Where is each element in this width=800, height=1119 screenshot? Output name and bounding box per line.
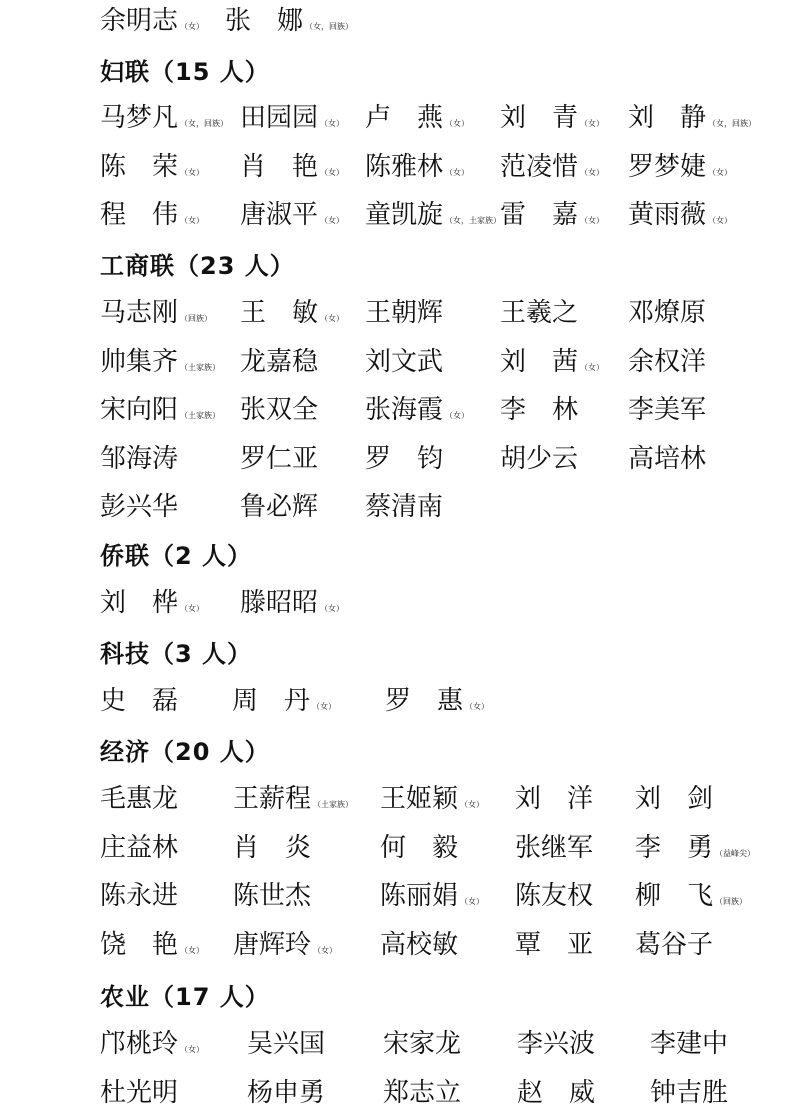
member-note: （回族） xyxy=(715,897,748,906)
member-name: 李 勇 xyxy=(635,832,714,863)
member-name: 陈雅林 xyxy=(365,151,444,182)
member-note: （女） xyxy=(180,216,205,225)
member-name: 邝桃玲 xyxy=(100,1029,179,1059)
member-name: 钟吉胜 xyxy=(650,1077,729,1108)
member-name: 郑志立 xyxy=(383,1077,462,1108)
member-entry xyxy=(517,1023,595,1060)
member-entry xyxy=(628,194,732,231)
section-heading: 科技（3 人） xyxy=(100,640,253,668)
member-entry xyxy=(247,1072,325,1109)
member-entry xyxy=(635,778,713,815)
member-name: 毛惠龙 xyxy=(100,784,179,814)
member-note: （女） xyxy=(580,216,605,225)
member-entry xyxy=(515,778,593,815)
section-heading: 妇联（15 人） xyxy=(100,58,270,86)
member-name: 肖 炎 xyxy=(233,832,312,863)
member-name: 雷 嘉 xyxy=(500,200,579,230)
member-entry xyxy=(385,680,489,717)
member-name: 吴兴国 xyxy=(247,1029,326,1059)
member-name: 刘 茜 xyxy=(500,346,579,377)
member-note: （女） xyxy=(708,216,733,225)
member-name: 陈丽娟 xyxy=(380,881,459,911)
member-name: 胡少云 xyxy=(500,443,579,474)
member-entry xyxy=(225,0,353,37)
member-name: 罗梦婕 xyxy=(628,151,707,182)
member-name: 肖 艳 xyxy=(240,151,319,182)
member-entry xyxy=(233,778,353,815)
member-entry xyxy=(365,292,443,329)
member-name: 邹海涛 xyxy=(100,443,179,474)
member-name: 刘文武 xyxy=(365,346,444,377)
member-name: 张双全 xyxy=(240,395,319,425)
member-note: （女） xyxy=(580,362,605,372)
section-heading: 侨联（2 人） xyxy=(100,542,253,570)
member-note: （益峰尖） xyxy=(715,848,756,858)
member-name: 高校敏 xyxy=(380,929,459,960)
member-name: 帅集齐 xyxy=(100,346,179,377)
member-entry xyxy=(240,582,344,619)
member-entry xyxy=(635,827,755,864)
member-entry xyxy=(100,778,178,815)
member-entry xyxy=(628,292,706,329)
member-entry xyxy=(500,292,578,329)
member-note: （女） xyxy=(180,604,205,613)
member-name: 李美军 xyxy=(628,395,707,425)
member-name: 黄雨薇 xyxy=(628,200,707,230)
member-name: 王 敏 xyxy=(240,298,319,328)
member-name: 范凌惜 xyxy=(500,151,579,182)
member-entry xyxy=(247,1023,325,1060)
member-name: 李兴波 xyxy=(517,1029,596,1059)
member-name: 王姬颖 xyxy=(380,784,459,814)
member-entry xyxy=(380,778,484,815)
member-name: 杨申勇 xyxy=(247,1077,326,1108)
member-entry xyxy=(515,827,593,864)
member-name: 赵 威 xyxy=(517,1077,596,1108)
member-name: 卢 燕 xyxy=(365,103,444,133)
member-name: 田园园 xyxy=(240,103,319,133)
member-name: 马志刚 xyxy=(100,298,179,328)
member-note: （女） xyxy=(320,167,345,177)
member-name: 邓燎原 xyxy=(628,298,707,328)
member-note: （女） xyxy=(180,22,205,31)
member-entry xyxy=(100,194,204,231)
member-note: （女） xyxy=(580,119,605,128)
member-name: 陈 荣 xyxy=(100,151,179,182)
member-entry xyxy=(365,438,443,475)
member-name: 王朝辉 xyxy=(365,298,444,328)
member-entry xyxy=(500,389,578,426)
member-note: （女） xyxy=(180,167,205,177)
member-entry xyxy=(500,146,604,183)
member-name: 杜光明 xyxy=(100,1077,179,1108)
member-name: 李建中 xyxy=(650,1029,729,1059)
member-entry xyxy=(240,341,318,378)
member-name: 唐淑平 xyxy=(240,200,319,230)
member-note: （女） xyxy=(460,897,485,906)
member-entry xyxy=(383,1023,461,1060)
member-entry xyxy=(100,486,178,523)
member-entry xyxy=(100,146,204,183)
member-entry xyxy=(100,582,204,619)
member-note: （女） xyxy=(445,119,470,128)
member-name: 罗 钧 xyxy=(365,443,444,474)
member-entry xyxy=(100,875,178,912)
member-name: 史 磊 xyxy=(100,686,179,716)
member-note: （女） xyxy=(460,800,485,809)
member-name: 蔡清南 xyxy=(365,492,444,522)
member-entry xyxy=(515,924,593,961)
member-name: 宋家龙 xyxy=(383,1029,462,1059)
member-note: （女） xyxy=(445,411,470,420)
member-note: （女） xyxy=(320,119,345,128)
member-name: 童凯旋 xyxy=(365,200,444,230)
member-name: 马梦凡 xyxy=(100,103,179,133)
member-note: （女） xyxy=(320,216,345,225)
member-entry xyxy=(100,389,220,426)
member-entry xyxy=(365,194,501,231)
section-heading: 农业（17 人） xyxy=(100,983,270,1011)
member-name: 宋向阳 xyxy=(100,395,179,425)
member-note: （女） xyxy=(313,945,338,955)
member-entry xyxy=(380,827,458,864)
member-note: （女，回族） xyxy=(180,119,229,128)
member-note: （女） xyxy=(180,945,205,955)
member-entry xyxy=(500,97,604,134)
member-name: 唐辉玲 xyxy=(233,929,312,960)
member-note: （女，土家族） xyxy=(445,216,502,225)
member-name: 张继军 xyxy=(515,832,594,863)
member-entry xyxy=(100,0,204,37)
member-entry xyxy=(100,438,178,475)
member-entry xyxy=(500,438,578,475)
member-name: 余明志 xyxy=(100,6,179,36)
member-name: 张海霞 xyxy=(365,395,444,425)
member-entry xyxy=(515,875,593,912)
member-name: 刘 剑 xyxy=(635,784,714,814)
member-entry xyxy=(232,680,336,717)
member-name: 陈世杰 xyxy=(233,881,312,911)
member-entry xyxy=(628,389,706,426)
member-entry xyxy=(100,341,220,378)
member-note: （女） xyxy=(180,1045,205,1054)
section-heading: 工商联（23 人） xyxy=(100,252,295,280)
member-entry xyxy=(628,97,756,134)
member-note: （女） xyxy=(465,702,490,711)
member-entry xyxy=(635,924,713,961)
member-note: （女） xyxy=(312,702,337,711)
member-name: 滕昭昭 xyxy=(240,588,319,618)
member-entry xyxy=(100,292,212,329)
member-entry xyxy=(233,924,337,961)
member-name: 何 毅 xyxy=(380,832,459,863)
member-name: 饶 艳 xyxy=(100,929,179,960)
member-name: 彭兴华 xyxy=(100,492,179,522)
member-entry xyxy=(240,97,344,134)
member-entry xyxy=(365,389,469,426)
member-name: 刘 静 xyxy=(628,103,707,133)
member-name: 程 伟 xyxy=(100,200,179,230)
member-entry xyxy=(240,292,344,329)
member-entry xyxy=(100,97,228,134)
member-note: （回族） xyxy=(180,314,213,323)
member-note: （女） xyxy=(708,167,733,177)
member-note: （女） xyxy=(445,167,470,177)
member-name: 陈友权 xyxy=(515,881,594,911)
member-name: 罗 惠 xyxy=(385,686,464,716)
member-name: 李 林 xyxy=(500,395,579,425)
member-name: 陈永进 xyxy=(100,881,179,911)
member-entry xyxy=(365,486,443,523)
member-note: （土家族） xyxy=(180,362,221,372)
member-entry xyxy=(365,97,469,134)
member-entry xyxy=(380,875,484,912)
member-entry xyxy=(233,827,311,864)
member-entry xyxy=(628,146,732,183)
member-entry xyxy=(240,438,318,475)
member-name: 高培林 xyxy=(628,443,707,474)
member-note: （土家族） xyxy=(313,800,354,809)
member-note: （女） xyxy=(320,604,345,613)
member-name: 柳 飞 xyxy=(635,881,714,911)
member-name: 葛谷子 xyxy=(635,929,714,960)
member-entry xyxy=(380,924,458,961)
member-entry xyxy=(628,341,706,378)
member-name: 罗仁亚 xyxy=(240,443,319,474)
member-entry xyxy=(650,1023,728,1060)
member-entry xyxy=(240,389,318,426)
member-entry xyxy=(100,1023,204,1060)
member-note: （土家族） xyxy=(180,411,221,420)
member-entry xyxy=(365,341,443,378)
member-name: 王薪程 xyxy=(233,784,312,814)
member-note: （女，回族） xyxy=(708,119,757,128)
member-name: 刘 青 xyxy=(500,103,579,133)
member-note: （女，回族） xyxy=(305,22,354,31)
member-entry xyxy=(240,146,344,183)
member-name: 覃 亚 xyxy=(515,929,594,960)
member-note: （女） xyxy=(580,167,605,177)
member-note: （女） xyxy=(320,314,345,323)
member-name: 鲁必辉 xyxy=(240,492,319,522)
member-entry xyxy=(100,1072,178,1109)
member-entry xyxy=(365,146,469,183)
member-entry xyxy=(100,680,178,717)
member-entry xyxy=(628,438,706,475)
member-entry xyxy=(240,194,344,231)
member-entry xyxy=(635,875,747,912)
member-entry xyxy=(500,341,604,378)
member-entry xyxy=(517,1072,595,1109)
member-entry xyxy=(240,486,318,523)
member-name: 刘 桦 xyxy=(100,588,179,618)
member-name: 王羲之 xyxy=(500,298,579,328)
member-name: 余权洋 xyxy=(628,346,707,377)
member-entry xyxy=(500,194,604,231)
member-name: 龙嘉稳 xyxy=(240,346,319,377)
member-name: 周 丹 xyxy=(232,686,311,716)
member-name: 庄益林 xyxy=(100,832,179,863)
member-entry xyxy=(383,1072,461,1109)
member-entry xyxy=(100,924,204,961)
member-entry xyxy=(650,1072,728,1109)
member-entry xyxy=(233,875,311,912)
member-name: 张 娜 xyxy=(225,6,304,36)
member-entry xyxy=(100,827,178,864)
member-name: 刘 洋 xyxy=(515,784,594,814)
section-heading: 经济（20 人） xyxy=(100,738,270,766)
